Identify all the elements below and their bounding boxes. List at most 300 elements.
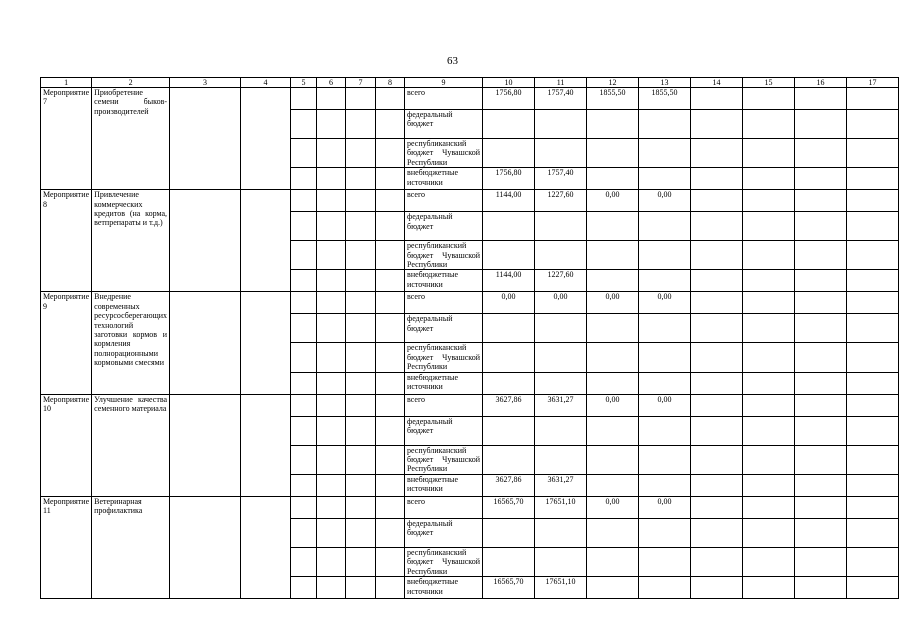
empty-cell: [847, 547, 899, 576]
table-row: [41, 292, 899, 314]
empty-cell: [291, 139, 317, 168]
empty-cell: [691, 496, 743, 518]
value-cell: [587, 212, 639, 241]
measure-code: Мероприятие 11: [41, 496, 92, 598]
measure-code: Мероприятие 7: [41, 88, 92, 190]
empty-cell: [691, 445, 743, 474]
value-cell: [639, 212, 691, 241]
funding-source: внебюджетные источники: [405, 577, 483, 599]
empty-cell: [346, 314, 376, 343]
value-cell: 0,00: [587, 292, 639, 314]
empty-cell: [795, 314, 847, 343]
value-cell: [483, 445, 535, 474]
value-cell: [483, 241, 535, 270]
empty-cell: [376, 416, 405, 445]
column-header: 8: [376, 78, 405, 88]
empty-cell: [291, 110, 317, 139]
empty-cell: [291, 292, 317, 314]
empty-cell: [291, 445, 317, 474]
empty-cell: [291, 372, 317, 394]
empty-cell: [795, 212, 847, 241]
funding-source: федеральный бюджет: [405, 518, 483, 547]
page-number: 63: [447, 55, 458, 67]
value-cell: [483, 547, 535, 576]
column-header: 15: [743, 78, 795, 88]
empty-cell: [346, 547, 376, 576]
value-cell: [639, 270, 691, 292]
funding-source: всего: [405, 190, 483, 212]
empty-cell: [170, 292, 241, 394]
value-cell: [535, 139, 587, 168]
value-cell: [535, 445, 587, 474]
empty-cell: [346, 168, 376, 190]
value-cell: [587, 241, 639, 270]
value-cell: 1855,50: [639, 88, 691, 110]
empty-cell: [317, 372, 346, 394]
empty-cell: [743, 139, 795, 168]
empty-cell: [795, 547, 847, 576]
value-cell: 0,00: [639, 190, 691, 212]
empty-cell: [346, 518, 376, 547]
funding-source: внебюджетные источники: [405, 270, 483, 292]
empty-cell: [847, 474, 899, 496]
empty-cell: [346, 372, 376, 394]
empty-cell: [346, 474, 376, 496]
empty-cell: [291, 190, 317, 212]
empty-cell: [291, 212, 317, 241]
value-cell: [639, 372, 691, 394]
value-cell: [639, 314, 691, 343]
funding-source: всего: [405, 394, 483, 416]
empty-cell: [743, 547, 795, 576]
value-cell: [535, 518, 587, 547]
empty-cell: [346, 241, 376, 270]
value-cell: 1227,60: [535, 190, 587, 212]
empty-cell: [376, 496, 405, 518]
value-cell: 3627,86: [483, 474, 535, 496]
funding-source: федеральный бюджет: [405, 212, 483, 241]
value-cell: [587, 314, 639, 343]
column-header: 16: [795, 78, 847, 88]
empty-cell: [346, 394, 376, 416]
empty-cell: [376, 110, 405, 139]
empty-cell: [291, 547, 317, 576]
empty-cell: [847, 88, 899, 110]
empty-cell: [291, 241, 317, 270]
value-cell: [535, 110, 587, 139]
empty-cell: [795, 139, 847, 168]
empty-cell: [170, 88, 241, 190]
empty-cell: [291, 168, 317, 190]
value-cell: [587, 577, 639, 599]
empty-cell: [317, 110, 346, 139]
empty-cell: [743, 88, 795, 110]
column-header: 9: [405, 78, 483, 88]
value-cell: 3627,86: [483, 394, 535, 416]
value-cell: [587, 416, 639, 445]
empty-cell: [317, 314, 346, 343]
empty-cell: [691, 292, 743, 314]
value-cell: 0,00: [587, 190, 639, 212]
empty-cell: [291, 394, 317, 416]
funding-source: внебюджетные источники: [405, 168, 483, 190]
empty-cell: [170, 394, 241, 496]
table-row: [41, 190, 899, 212]
value-cell: 17651,10: [535, 577, 587, 599]
empty-cell: [376, 474, 405, 496]
funding-source: республиканский бюджет Чувашской Республики: [405, 445, 483, 474]
empty-cell: [376, 394, 405, 416]
value-cell: 1144,00: [483, 270, 535, 292]
table-row: [41, 496, 899, 518]
empty-cell: [291, 88, 317, 110]
value-cell: [639, 518, 691, 547]
measure-code: Мероприятие 8: [41, 190, 92, 292]
value-cell: [639, 577, 691, 599]
empty-cell: [743, 110, 795, 139]
empty-cell: [691, 139, 743, 168]
value-cell: [535, 372, 587, 394]
empty-cell: [346, 110, 376, 139]
table-row: [41, 394, 899, 416]
funding-source: федеральный бюджет: [405, 416, 483, 445]
empty-cell: [317, 394, 346, 416]
funding-source: внебюджетные источники: [405, 474, 483, 496]
value-cell: 3631,27: [535, 474, 587, 496]
column-header: 5: [291, 78, 317, 88]
value-cell: 0,00: [483, 292, 535, 314]
value-cell: 0,00: [639, 394, 691, 416]
empty-cell: [847, 445, 899, 474]
value-cell: [639, 416, 691, 445]
column-header: 17: [847, 78, 899, 88]
value-cell: 0,00: [535, 292, 587, 314]
empty-cell: [346, 190, 376, 212]
empty-cell: [346, 445, 376, 474]
column-header: 10: [483, 78, 535, 88]
empty-cell: [317, 474, 346, 496]
funding-source: внебюджетные источники: [405, 372, 483, 394]
empty-cell: [317, 292, 346, 314]
empty-cell: [847, 577, 899, 599]
empty-cell: [317, 547, 346, 576]
empty-cell: [743, 372, 795, 394]
value-cell: [639, 168, 691, 190]
value-cell: [587, 270, 639, 292]
value-cell: [535, 547, 587, 576]
value-cell: [587, 168, 639, 190]
empty-cell: [795, 110, 847, 139]
value-cell: [639, 343, 691, 372]
empty-cell: [376, 292, 405, 314]
empty-cell: [317, 190, 346, 212]
empty-cell: [691, 416, 743, 445]
empty-cell: [317, 445, 346, 474]
empty-cell: [795, 270, 847, 292]
funding-source: республиканский бюджет Чувашской Республики: [405, 547, 483, 576]
value-cell: 1756,80: [483, 88, 535, 110]
value-cell: [587, 139, 639, 168]
empty-cell: [847, 394, 899, 416]
value-cell: [535, 241, 587, 270]
empty-cell: [795, 168, 847, 190]
value-cell: [639, 474, 691, 496]
value-cell: 1757,40: [535, 168, 587, 190]
empty-cell: [346, 139, 376, 168]
value-cell: [639, 241, 691, 270]
empty-cell: [317, 270, 346, 292]
empty-cell: [291, 474, 317, 496]
value-cell: [587, 445, 639, 474]
empty-cell: [376, 343, 405, 372]
empty-cell: [743, 190, 795, 212]
value-cell: [587, 110, 639, 139]
column-header: 1: [41, 78, 92, 88]
value-cell: [535, 343, 587, 372]
empty-cell: [241, 292, 291, 394]
measure-code: Мероприятие 10: [41, 394, 92, 496]
value-cell: [483, 416, 535, 445]
empty-cell: [847, 372, 899, 394]
empty-cell: [317, 139, 346, 168]
measure-code: Мероприятие 9: [41, 292, 92, 394]
empty-cell: [241, 88, 291, 190]
value-cell: [483, 518, 535, 547]
empty-cell: [170, 190, 241, 292]
empty-cell: [346, 270, 376, 292]
empty-cell: [691, 547, 743, 576]
value-cell: [483, 110, 535, 139]
empty-cell: [743, 518, 795, 547]
empty-cell: [691, 518, 743, 547]
value-cell: 0,00: [639, 292, 691, 314]
empty-cell: [691, 110, 743, 139]
empty-cell: [376, 518, 405, 547]
value-cell: [535, 314, 587, 343]
column-header: 4: [241, 78, 291, 88]
empty-cell: [743, 314, 795, 343]
value-cell: [535, 212, 587, 241]
empty-cell: [346, 577, 376, 599]
value-cell: [535, 416, 587, 445]
value-cell: [483, 139, 535, 168]
empty-cell: [795, 372, 847, 394]
empty-cell: [743, 212, 795, 241]
value-cell: [639, 445, 691, 474]
empty-cell: [847, 343, 899, 372]
empty-cell: [376, 372, 405, 394]
empty-cell: [847, 416, 899, 445]
empty-cell: [847, 292, 899, 314]
empty-cell: [743, 241, 795, 270]
funding-source: всего: [405, 88, 483, 110]
empty-cell: [376, 212, 405, 241]
empty-cell: [847, 241, 899, 270]
value-cell: [587, 518, 639, 547]
empty-cell: [795, 190, 847, 212]
empty-cell: [847, 270, 899, 292]
value-cell: [483, 314, 535, 343]
value-cell: 1144,00: [483, 190, 535, 212]
empty-cell: [376, 577, 405, 599]
value-cell: 16565,70: [483, 577, 535, 599]
empty-cell: [291, 314, 317, 343]
empty-cell: [376, 314, 405, 343]
empty-cell: [691, 314, 743, 343]
empty-cell: [691, 577, 743, 599]
measure-name: Внедрение современных ресурсосберегающих технологий заготовки кормов и кормления полнорационными кормовыми смесями: [92, 292, 170, 394]
empty-cell: [241, 394, 291, 496]
empty-cell: [346, 343, 376, 372]
column-header: 2: [92, 78, 170, 88]
empty-cell: [346, 416, 376, 445]
measure-name: Ветеринарная профилактика: [92, 496, 170, 598]
empty-cell: [743, 270, 795, 292]
empty-cell: [795, 518, 847, 547]
empty-cell: [847, 139, 899, 168]
empty-cell: [847, 314, 899, 343]
empty-cell: [795, 445, 847, 474]
empty-cell: [317, 518, 346, 547]
empty-cell: [795, 292, 847, 314]
funding-source: республиканский бюджет Чувашской Республики: [405, 343, 483, 372]
header-row: [41, 78, 899, 88]
empty-cell: [291, 343, 317, 372]
empty-cell: [291, 577, 317, 599]
empty-cell: [241, 496, 291, 598]
value-cell: 16565,70: [483, 496, 535, 518]
column-header: 12: [587, 78, 639, 88]
measure-name: Улучшение качества семенного материала: [92, 394, 170, 496]
funding-source: республиканский бюджет Чувашской Республики: [405, 241, 483, 270]
value-cell: [483, 343, 535, 372]
empty-cell: [795, 496, 847, 518]
empty-cell: [847, 110, 899, 139]
value-cell: [639, 110, 691, 139]
empty-cell: [376, 241, 405, 270]
empty-cell: [691, 394, 743, 416]
empty-cell: [317, 88, 346, 110]
empty-cell: [743, 496, 795, 518]
column-header: 11: [535, 78, 587, 88]
empty-cell: [376, 168, 405, 190]
empty-cell: [376, 190, 405, 212]
value-cell: [587, 343, 639, 372]
column-header: 3: [170, 78, 241, 88]
empty-cell: [376, 547, 405, 576]
empty-cell: [376, 88, 405, 110]
value-cell: [587, 547, 639, 576]
empty-cell: [743, 474, 795, 496]
value-cell: 0,00: [587, 496, 639, 518]
value-cell: 1756,80: [483, 168, 535, 190]
value-cell: [587, 474, 639, 496]
budget-table: [40, 77, 899, 599]
value-cell: [483, 372, 535, 394]
empty-cell: [291, 518, 317, 547]
empty-cell: [170, 496, 241, 598]
empty-cell: [743, 292, 795, 314]
empty-cell: [795, 241, 847, 270]
value-cell: [639, 139, 691, 168]
value-cell: 1855,50: [587, 88, 639, 110]
empty-cell: [317, 496, 346, 518]
value-cell: [587, 372, 639, 394]
empty-cell: [241, 190, 291, 292]
empty-cell: [317, 577, 346, 599]
empty-cell: [691, 270, 743, 292]
empty-cell: [291, 416, 317, 445]
column-header: 13: [639, 78, 691, 88]
empty-cell: [376, 139, 405, 168]
value-cell: 0,00: [587, 394, 639, 416]
empty-cell: [743, 577, 795, 599]
funding-source: всего: [405, 292, 483, 314]
empty-cell: [795, 474, 847, 496]
funding-source: федеральный бюджет: [405, 110, 483, 139]
empty-cell: [743, 445, 795, 474]
empty-cell: [847, 518, 899, 547]
empty-cell: [743, 168, 795, 190]
empty-cell: [691, 212, 743, 241]
empty-cell: [847, 168, 899, 190]
empty-cell: [317, 168, 346, 190]
empty-cell: [691, 343, 743, 372]
empty-cell: [376, 445, 405, 474]
column-header: 6: [317, 78, 346, 88]
empty-cell: [346, 88, 376, 110]
empty-cell: [847, 212, 899, 241]
empty-cell: [291, 270, 317, 292]
empty-cell: [317, 241, 346, 270]
empty-cell: [743, 416, 795, 445]
funding-source: республиканский бюджет Чувашской Республики: [405, 139, 483, 168]
value-cell: [639, 547, 691, 576]
column-header: 7: [346, 78, 376, 88]
empty-cell: [795, 343, 847, 372]
value-cell: [483, 212, 535, 241]
empty-cell: [346, 496, 376, 518]
empty-cell: [317, 343, 346, 372]
funding-source: федеральный бюджет: [405, 314, 483, 343]
empty-cell: [376, 270, 405, 292]
empty-cell: [795, 394, 847, 416]
empty-cell: [691, 168, 743, 190]
value-cell: 0,00: [639, 496, 691, 518]
funding-source: всего: [405, 496, 483, 518]
empty-cell: [743, 343, 795, 372]
empty-cell: [795, 577, 847, 599]
empty-cell: [691, 241, 743, 270]
empty-cell: [847, 496, 899, 518]
empty-cell: [691, 474, 743, 496]
value-cell: 1757,40: [535, 88, 587, 110]
empty-cell: [795, 88, 847, 110]
empty-cell: [691, 372, 743, 394]
value-cell: 3631,27: [535, 394, 587, 416]
value-cell: 17651,10: [535, 496, 587, 518]
measure-name: Привлечение коммерческих кредитов (на корма, ветпрепараты и т.д.): [92, 190, 170, 292]
empty-cell: [743, 394, 795, 416]
measure-name: Приобретение семени быков-производителей: [92, 88, 170, 190]
empty-cell: [847, 190, 899, 212]
empty-cell: [317, 212, 346, 241]
empty-cell: [346, 212, 376, 241]
empty-cell: [317, 416, 346, 445]
empty-cell: [795, 416, 847, 445]
value-cell: 1227,60: [535, 270, 587, 292]
table-row: [41, 88, 899, 110]
